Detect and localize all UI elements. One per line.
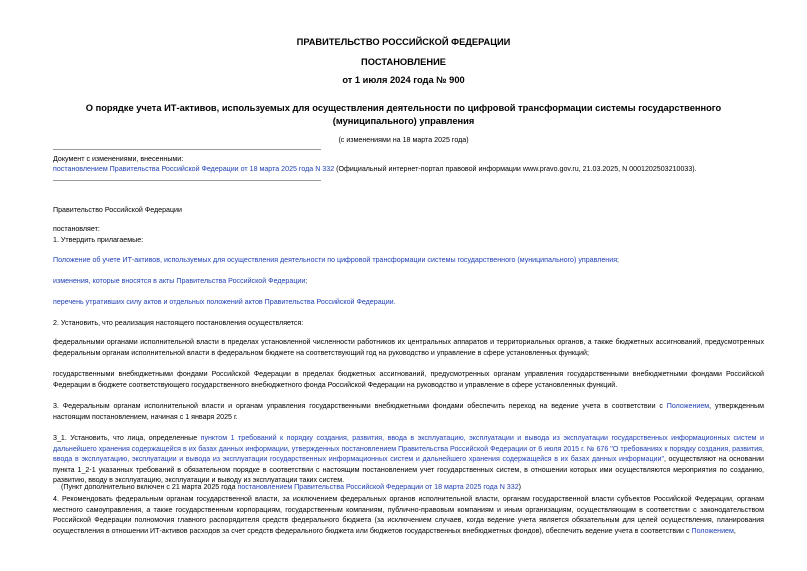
note-text-b: ) [518, 483, 522, 491]
note-amendment-link[interactable]: постановлением Правительства Российской Федерации от 18 марта 2025 года N 332 [237, 483, 519, 491]
amendment-link[interactable]: постановлением Правительства Российской Федерации от 18 марта 2025 года N 332 [53, 165, 335, 173]
paragraph-1: 1. Утвердить прилагаемые: [53, 236, 144, 244]
paragraph-3 [53, 401, 764, 422]
requirements-link[interactable]: пунктом 1 требований к порядку создания, развития, ввода в эксплуатацию, эксплуатации и вывода из эксплуатации государственных информационных систем и дальнейшего хранения содержащейся в их базах данных информации, утвержденных постановлением Правительства Российской Федерации от 6 июля 2015 г. № 676 "О требованиях к порядку создания, развития, ввода в эксплуатацию, эксплуатации и вывода из эксплуатации государственных информационных систем и дальнейшего хранения содержащейся в их базах данных информации" [53, 434, 764, 463]
paragraph-4-text-b: , [733, 526, 736, 535]
paragraph-3-1-note [61, 482, 521, 492]
link-repealed-acts[interactable]: перечень утративших силу актов и отдельных положений актов Правительства Российской Федерации. [53, 298, 396, 306]
revision-note: (с изменениями на 18 марта 2025 года) [338, 136, 469, 144]
paragraph-3-text-a: 3. Федеральным органам исполнительной власти и органам управления государственными внебюджетными фондами обеспечить переход на ведение учета в соответствии с [53, 402, 667, 410]
paragraph-4-regulation-link[interactable]: Положением [691, 526, 734, 535]
document-date-number: от 1 июля 2024 года № 900 [342, 75, 465, 85]
paragraph-4 [53, 494, 764, 536]
changes-box-top-rule [53, 149, 321, 150]
link-amendments[interactable]: изменения, которые вносятся в акты Правительства Российской Федерации; [53, 277, 308, 285]
document-title: О порядке учета ИТ-активов, используемых для осуществления деятельности по цифровой трансформации системы государственного (муниципального) управления [85, 103, 722, 126]
changes-box-bottom-rule [53, 180, 321, 181]
paragraph-2a: федеральными органами исполнительной власти в пределах установленной численности работников их центральных аппаратов и территориальных органов, а также бюджетных ассигнований, предусмотренных федеральным органам исполнительной власти в федеральном бюджете на соответствующий год на руководство и управление в сфере установленных функций; [53, 338, 764, 357]
document-type: ПОСТАНОВЛЕНИЕ [361, 57, 446, 67]
paragraph-4-text-a: 4. Рекомендовать федеральным органам государственной власти, за исключением федеральных органов исполнительной власти, органам государственной власти субъектов Российской Федерации, органам местного самоуправления, а также государственным корпорациям, государственным компаниям, публично-правовым компаниям и иным организациям, осуществляющим в соответствии с законодательством Российской Федерации полномочия главного распорядителя средств федерального бюджета (за исключением случаев, когда ведение учета является обязательным для целей осуществления, планирования осуществления в отношении ИТ-активов расходов за счет средств федерального бюджета или бюджетов государственных внебюджетных фондов), обеспечить ведение учета в соответствии с [53, 495, 764, 535]
paragraph-3-1 [53, 433, 764, 486]
paragraph-3-1-text-a: 3_1. Установить, что лица, определенные [53, 434, 201, 442]
changes-intro: Документ с изменениями, внесенными: [53, 155, 184, 163]
changes-line [53, 164, 697, 174]
decrees: постановляет: [53, 225, 100, 233]
paragraph-2b: государственными внебюджетными фондами Российской Федерации в пределах бюджетных ассигнований, предусмотренных органам управления государственными внебюджетными фондами Российской Федерации в бюджете соответствующего государственного внебюджетного фонда Российской Федерации на руководство и управление в сфере установленных функций. [53, 370, 764, 389]
government-heading: ПРАВИТЕЛЬСТВО РОССИЙСКОЙ ФЕДЕРАЦИИ [296, 37, 511, 47]
amendment-source: (Официальный интернет-портал правовой информации www.pravo.gov.ru, 21.03.2025, N 0001202503210033). [334, 165, 697, 173]
paragraph-3-text-b: , утвержденным настоящим постановлением, начиная с 1 января 2025 г. [53, 402, 764, 421]
link-regulation[interactable]: Положение об учете ИТ-активов, используемых для осуществления деятельности по цифровой трансформации системы государственного (муниципального) управления; [53, 256, 620, 264]
regulation-link[interactable]: Положением [666, 402, 710, 410]
paragraph-2: 2. Установить, что реализация настоящего постановления осуществляется: [53, 319, 304, 327]
paragraph-3-1-text-b: , осуществляют на основании пункта 1_2-1 указанных требований в обязательном порядке в соответствии с настоящим постановлением учет государственных систем, в отношении которых ими осуществляются мероприятия по созданию, развитию, вводу в эксплуатацию, эксплуатации и выводу из эксплуатации таких систем. [53, 455, 764, 484]
note-text-a: (Пункт дополнительно включен с 21 марта 2025 года [61, 483, 238, 491]
issuer: Правительство Российской Федерации [53, 206, 182, 214]
